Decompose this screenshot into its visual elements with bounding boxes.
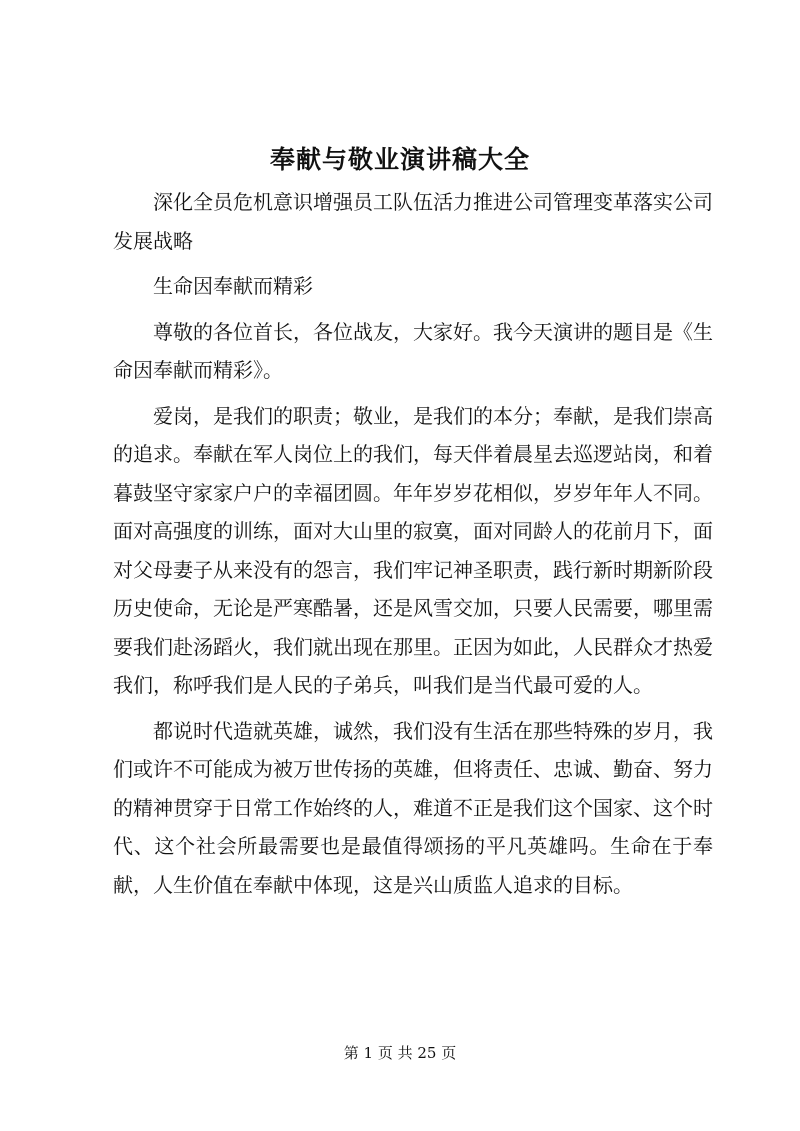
paragraph-body-1: 爱岗，是我们的职责；敬业，是我们的本分；奉献，是我们崇高的追求。奉献在军人岗位上的我们，每天伴着晨星去巡逻站岗，和着暮鼓坚守家家户户的幸福团圆。年年岁岁花相似，岁岁年年人不同。面对高强度的训练，面对大山里的寂寞，面对同龄人的花前月下，面对父母妻子从来没有的怨言，我们牢记神圣职责，践行新时期新阶段历史使命，无论是严寒酷暑，还是风雪交加，只要人民需要，哪里需要我们赴汤蹈火，我们就出现在那里。正因为如此，人民群众才热爱我们，称呼我们是人民的子弟兵，叫我们是当代最可爱的人。 (113, 403, 713, 697)
paragraph-body-2: 都说时代造就英雄，诚然，我们没有生活在那些特殊的岁月，我们或许不可能成为被万世传扬的英雄，但将责任、忠诚、勤奋、努力的精神贯穿于日常工作始终的人，难道不正是我们这个国家、这个时代、这个社会所最需要也是最值得颂扬的平凡英雄吗。生命在于奉献，人生价值在奉献中体现，这是兴山质监人追求的目标。 (113, 718, 713, 897)
page-number-footer: 第 1 页 共 25 页 (343, 1044, 457, 1062)
paragraph-subtitle: 深化全员危机意识增强员工队伍活力推进公司管理变革落实公司发展战略 (113, 190, 713, 253)
document-body (113, 183, 713, 904)
paragraph-heading: 生命因奉献而精彩 (153, 274, 313, 298)
paragraph-greeting: 尊敬的各位首长，各位战友，大家好。我今天演讲的题目是《生命因奉献而精彩》。 (113, 319, 713, 382)
document-title: 奉献与敬业演讲稿大全 (269, 145, 530, 174)
